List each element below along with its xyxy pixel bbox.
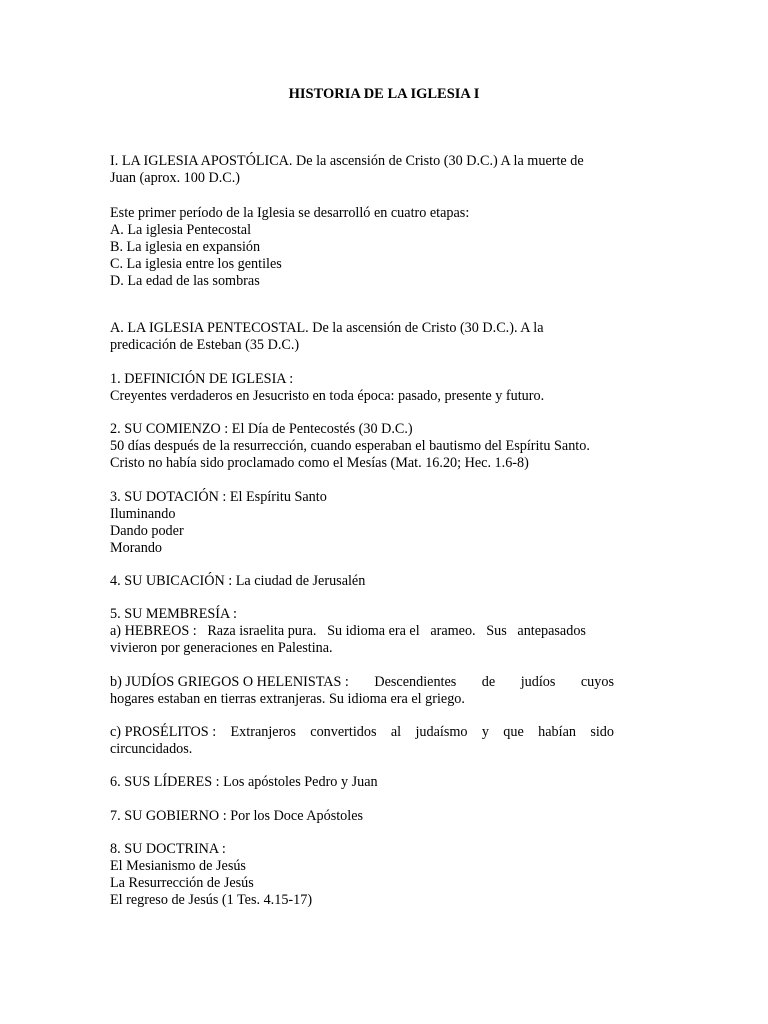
word: judíos — [520, 674, 556, 690]
word: sido — [590, 724, 614, 740]
section-3-endowment — [110, 489, 614, 557]
section-8-doctrine — [110, 841, 614, 909]
word: b) JUDÍOS GRIEGOS O HELENISTAS : — [110, 674, 349, 690]
stage-item: C. La iglesia entre los gentiles — [110, 256, 282, 272]
section-7-government — [110, 808, 614, 825]
intro-paragraph — [110, 153, 614, 187]
section-3-item: Morando — [110, 540, 163, 556]
section-1-heading: 1. DEFINICIÓN DE IGLESIA : — [110, 371, 294, 387]
section-2-beginning — [110, 421, 614, 472]
word: convertidos — [310, 724, 377, 740]
section-a-line-2: predicación de Esteban (35 D.C.) — [110, 337, 300, 353]
word: c) PROSÉLITOS : — [110, 724, 217, 740]
section-3-heading: 3. SU DOTACIÓN : El Espíritu Santo — [110, 489, 327, 505]
section-5b — [110, 674, 614, 708]
section-4-location — [110, 573, 614, 590]
section-a-heading — [110, 320, 614, 354]
section-5a-line-2: vivieron por generaciones en Palestina. — [110, 640, 333, 656]
section-5b-line-1 — [110, 674, 614, 691]
section-6-leaders — [110, 774, 614, 791]
intro-line-1: I. LA IGLESIA APOSTÓLICA. De la ascensión de Cristo (30 D.C.) A la muerte de — [110, 153, 584, 169]
word: cuyos — [580, 674, 614, 690]
section-5-membership — [110, 606, 614, 657]
stages-list — [110, 205, 614, 290]
stage-item: A. La iglesia Pentecostal — [110, 222, 252, 238]
section-8-item: El regreso de Jesús (1 Tes. 4.15-17) — [110, 892, 313, 908]
section-5-heading: 5. SU MEMBRESÍA : — [110, 606, 237, 622]
word: y — [481, 724, 489, 740]
word: Extranjeros — [230, 724, 296, 740]
intro-line-2: Juan (aprox. 100 D.C.) — [110, 170, 241, 186]
word: de — [481, 674, 496, 690]
section-3-item: Dando poder — [110, 523, 184, 539]
section-7-heading: 7. SU GOBIERNO : Por los Doce Apóstoles — [110, 808, 364, 824]
word: que — [503, 724, 524, 740]
section-2-text-2: Cristo no había sido proclamado como el Mesías (Mat. 16.20; Hec. 1.6-8) — [110, 455, 529, 471]
word: judaísmo — [415, 724, 468, 740]
section-2-heading: 2. SU COMIENZO : El Día de Pentecostés (30 D.C.) — [110, 421, 413, 437]
stage-item: B. La iglesia en expansión — [110, 239, 261, 255]
page-title: HISTORIA DE LA IGLESIA I — [288, 86, 480, 102]
section-5c — [110, 724, 614, 758]
word: Descendientes — [374, 674, 457, 690]
section-a-line-1: A. LA IGLESIA PENTECOSTAL. De la ascensión de Cristo (30 D.C.). A la — [110, 320, 544, 336]
section-8-item: El Mesianismo de Jesús — [110, 858, 246, 874]
word: al — [390, 724, 402, 740]
section-8-heading: 8. SU DOCTRINA : — [110, 841, 226, 857]
section-5c-line-2: circuncidados. — [110, 741, 193, 757]
section-2-text-1: 50 días después de la resurrección, cuando esperaban el bautismo del Espíritu Santo. — [110, 438, 590, 454]
stages-heading: Este primer período de la Iglesia se desarrolló en cuatro etapas: — [110, 205, 470, 221]
section-1-definition — [110, 371, 614, 405]
section-1-text: Creyentes verdaderos en Jesucristo en toda época: pasado, presente y futuro. — [110, 388, 545, 404]
section-6-heading: 6. SUS LÍDERES : Los apóstoles Pedro y Juan — [110, 774, 378, 790]
section-5b-line-2: hogares estaban en tierras extranjeras. Su idioma era el griego. — [110, 691, 465, 707]
section-5a-line-1: a) HEBREOS : Raza israelita pura. Su idioma era el arameo. Sus antepasados — [110, 623, 586, 639]
section-3-item: Iluminando — [110, 506, 176, 522]
section-4-heading: 4. SU UBICACIÓN : La ciudad de Jerusalén — [110, 573, 366, 589]
stage-item: D. La edad de las sombras — [110, 273, 260, 289]
section-8-item: La Resurrección de Jesús — [110, 875, 254, 891]
word: habían — [538, 724, 576, 740]
section-5c-line-1 — [110, 724, 614, 741]
